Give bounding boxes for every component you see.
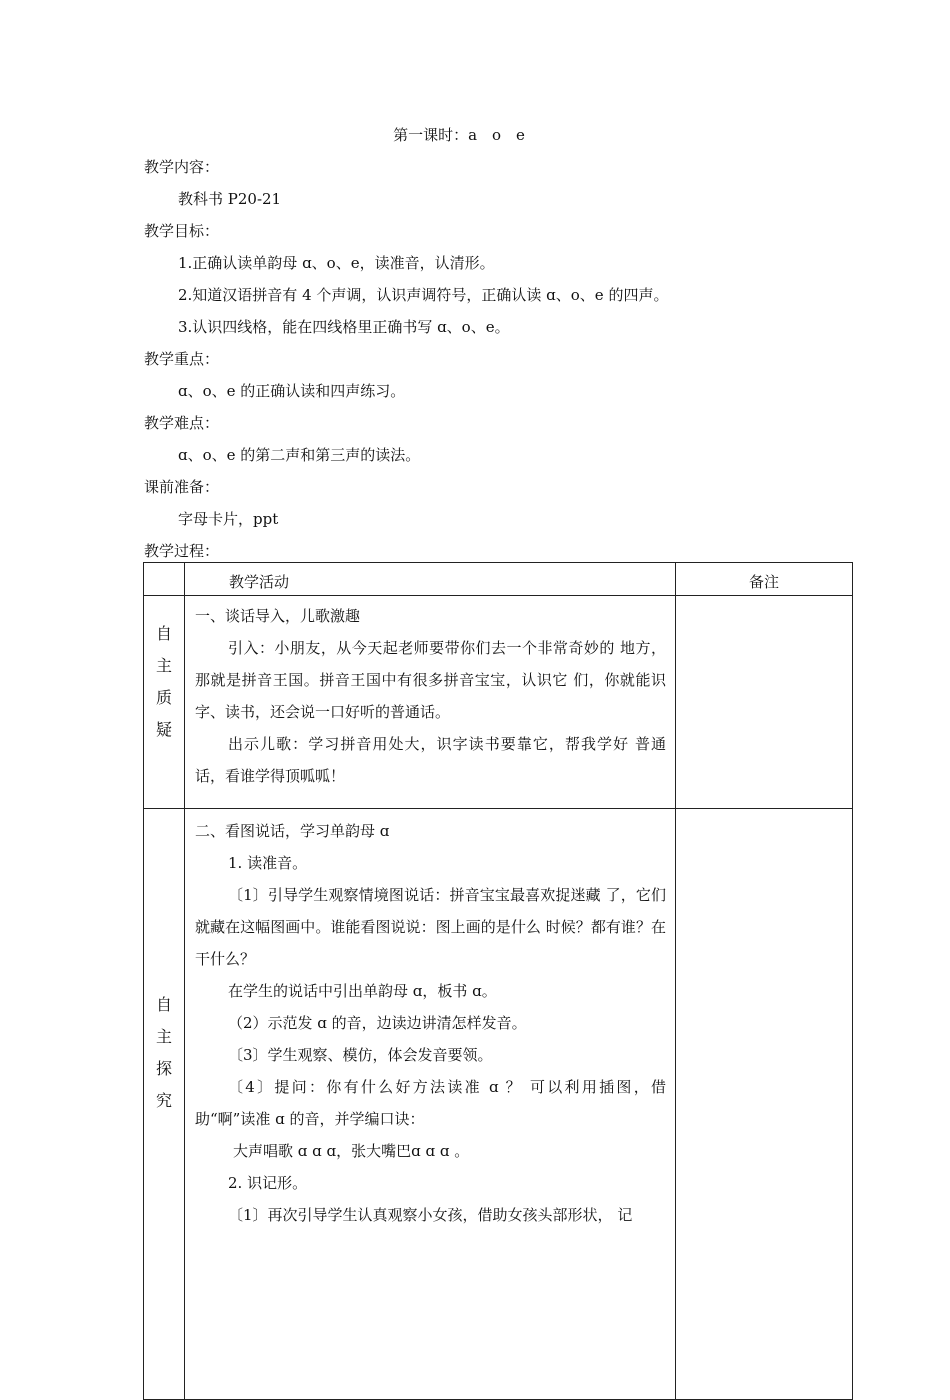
stage-char: 主: [155, 1027, 172, 1046]
activity-cell: [185, 596, 676, 809]
difficulty-value: ɑ、o、e 的第二声和第三声的读法。: [178, 446, 421, 464]
table-row: [144, 809, 853, 1400]
content-value: 教科书 P20-21: [178, 190, 282, 208]
stage-char: 主: [155, 656, 172, 675]
difficulty-label: 教学难点：: [144, 414, 220, 432]
preparation-label: 课前准备：: [144, 478, 220, 496]
activity-paragraph: 〔1〕引导学生观察情境图说话：拼音宝宝最喜欢捉迷藏 了，它们就藏在这幅图画中。谁能看图说说：图上画的是什么 时候？都有谁？在干什么？: [195, 886, 666, 968]
activity-paragraph: （2）示范发 ɑ 的音，边读边讲清怎样发音。: [228, 1014, 527, 1032]
stage-char: 自: [155, 624, 172, 643]
activity-heading: 二、看图说话，学习单韵母 ɑ: [195, 822, 390, 840]
stage-cell: [144, 596, 185, 809]
activity-paragraph: 1. 读准音。: [228, 854, 308, 872]
goal-item: 2.知道汉语拼音有 4 个声调，认识声调符号，正确认读 ɑ、o、e 的四声。: [178, 286, 669, 304]
note-cell: [676, 596, 853, 809]
stage-char: 探: [155, 1059, 172, 1078]
activity-paragraph: 在学生的说话中引出单韵母 ɑ，板书 ɑ。: [228, 982, 497, 1000]
header-activity-label: 教学活动: [229, 573, 290, 591]
goal-item: 3.认识四线格，能在四线格里正确书写 ɑ、o、e。: [178, 318, 510, 336]
header-note-cell: [676, 563, 853, 596]
activity-paragraph: 出示儿歌：学习拼音用处大，识字读书要靠它，帮我学好 普通话，看谁学得顶呱呱！: [195, 735, 666, 785]
key-points-label: 教学重点：: [144, 350, 220, 368]
stage-char: 究: [155, 1091, 172, 1110]
table-header-row: [144, 563, 853, 596]
stage-char: 质: [155, 688, 172, 707]
activity-paragraph: 大声唱歌 ɑ ɑ ɑ，张大嘴巴ɑ ɑ ɑ 。: [233, 1142, 470, 1160]
table-row: [144, 596, 853, 809]
content-label: 教学内容：: [144, 158, 220, 176]
goals-label: 教学目标：: [144, 222, 220, 240]
header-note-label: 备注: [748, 573, 779, 591]
note-cell: [676, 809, 853, 1400]
activity-paragraph: 〔3〕学生观察、模仿，体会发音要领。: [228, 1046, 493, 1064]
activity-paragraph: 引入：小朋友，从今天起老师要带你们去一个非常奇妙的 地方，那就是拼音王国。拼音王国中有很多拼音宝宝，认识它 们，你就能识字、读书，还会说一口好听的普通话。: [195, 639, 666, 721]
key-points-value: ɑ、o、e 的正确认读和四声练习。: [178, 382, 406, 400]
stage-char: 自: [155, 995, 172, 1014]
preparation-value: 字母卡片，ppt: [178, 510, 279, 528]
activity-cell: [185, 809, 676, 1400]
stage-cell: [144, 809, 185, 1400]
teaching-process-table: [143, 562, 853, 1400]
stage-char: 疑: [155, 720, 172, 739]
activity-paragraph: 〔1〕再次引导学生认真观察小女孩，借助女孩头部形状， 记: [228, 1206, 633, 1224]
activity-paragraph: 〔4〕提问：你有什么好方法读准 ɑ ？ 可以利用插图，借助“啊”读准 ɑ 的音，并学编口诀：: [195, 1078, 666, 1128]
header-stage-cell: [144, 563, 185, 596]
activity-paragraph: 2. 识记形。: [228, 1174, 308, 1192]
activity-heading: 一、谈话导入，儿歌激趣: [195, 607, 361, 625]
lesson-title: 第一课时：a o e: [393, 126, 525, 144]
process-label: 教学过程：: [144, 542, 220, 560]
goal-item: 1.正确认读单韵母 ɑ、o、e，读准音，认清形。: [178, 254, 495, 272]
header-activity-cell: [185, 563, 676, 596]
